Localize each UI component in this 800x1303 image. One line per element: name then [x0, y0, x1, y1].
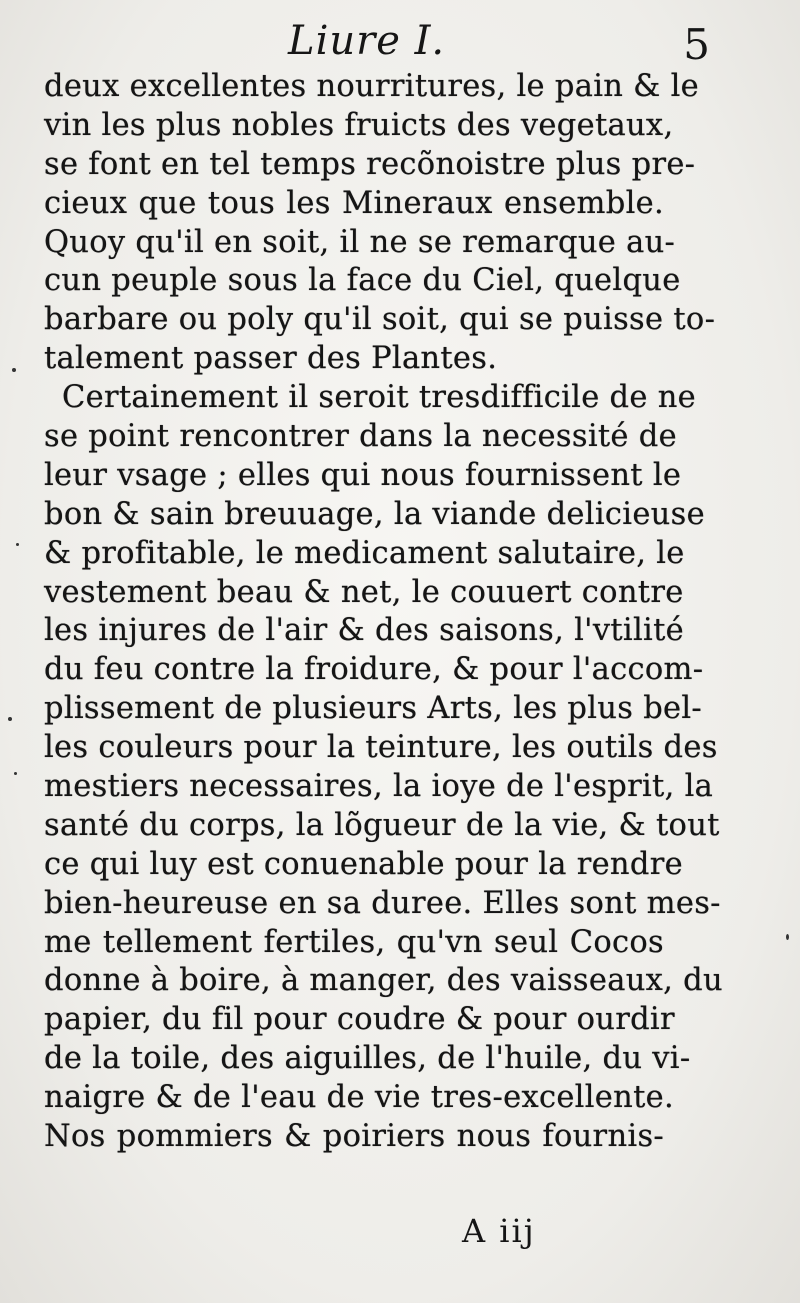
- text-line: papier, du fil pour coudre & pour ourdir: [44, 1002, 675, 1038]
- text-line: vestement beau & net, le couuert contre: [44, 574, 684, 610]
- text-line: les couleurs pour la teinture, les outils des: [44, 730, 718, 766]
- body-text: [44, 68, 723, 1157]
- signature-mark: A iij: [462, 1212, 536, 1250]
- running-head: [40, 12, 710, 72]
- text-line: vin les plus nobles fruicts des vegetaux,: [44, 107, 674, 143]
- text-line: cieux que tous les Mineraux ensemble.: [44, 185, 664, 221]
- text-line: plissement de plusieurs Arts, les plus bel-: [44, 691, 703, 727]
- ink-speck: [12, 368, 16, 372]
- text-line: se font en tel temps recõnoistre plus pre-: [44, 146, 696, 182]
- ink-speck: [8, 717, 12, 721]
- text-line: bon & sain breuuage, la viande delicieuse: [44, 496, 705, 532]
- text-line: leur vsage ; elles qui nous fournissent le: [44, 457, 682, 493]
- running-head-title: Liure I.: [288, 18, 446, 64]
- page-number: 5: [683, 20, 710, 69]
- text-line: naigre & de l'eau de vie tres-excellente.: [44, 1080, 674, 1116]
- text-line: santé du corps, la lõgueur de la vie, & tout: [44, 807, 720, 843]
- text-line: de la toile, des aiguilles, de l'huile, du vi-: [44, 1041, 691, 1077]
- text-line: se point rencontrer dans la necessité de: [44, 419, 677, 455]
- ink-speck: [16, 543, 19, 546]
- text-line-paragraph-start: Certainement il seroit tresdifficile de ne: [62, 380, 697, 416]
- text-line: barbare ou poly qu'il soit, qui se puisse to-: [44, 302, 716, 338]
- text-line: cun peuple sous la face du Ciel, quelque: [44, 263, 681, 299]
- text-line: les injures de l'air & des saisons, l'vtilité: [44, 613, 685, 649]
- text-line: deux excellentes nourritures, le pain & le: [44, 69, 700, 104]
- text-line: me tellement fertiles, qu'vn seul Cocos: [44, 924, 664, 960]
- text-line: donne à boire, à manger, des vaisseaux, du: [44, 963, 723, 999]
- text-line: bien-heureuse en sa duree. Elles sont mes-: [44, 885, 721, 921]
- text-line: mestiers necessaires, la ioye de l'esprit, la: [44, 769, 714, 805]
- text-line: du feu contre la froidure, & pour l'accom-: [44, 652, 704, 688]
- ink-speck: [14, 772, 17, 775]
- text-line: Nos pommiers & poiriers nous fournis-: [44, 1119, 664, 1155]
- text-line: Quoy qu'il en soit, il ne se remarque au-: [44, 224, 676, 260]
- text-line: & profitable, le medicament salutaire, le: [44, 535, 685, 571]
- text-line: ce qui luy est conuenable pour la rendre: [44, 846, 683, 882]
- text-line-paragraph-end: talement passer des Plantes.: [44, 341, 498, 377]
- ink-speck: [786, 934, 789, 940]
